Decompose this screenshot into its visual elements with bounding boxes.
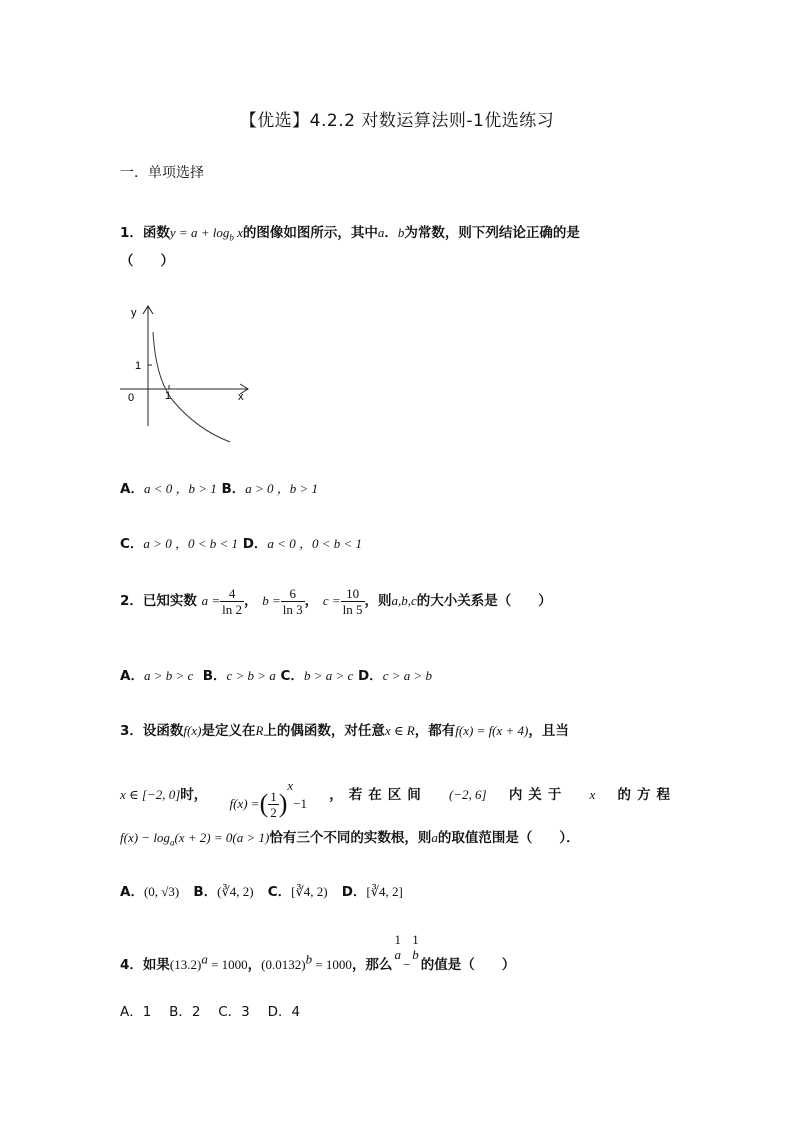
q3-period: f(x) = f(x + 4) bbox=[455, 723, 529, 738]
q3-x: x bbox=[589, 787, 596, 802]
question-3-line-2 bbox=[120, 768, 676, 822]
question-number: 4． bbox=[120, 957, 143, 973]
q1-var-a: a bbox=[377, 225, 385, 240]
q4-equation-1: $(13.2)^a = 1000$ bbox=[169, 951, 248, 972]
q4-options: A．1 B．2 C．3 D．4 bbox=[120, 1004, 301, 1020]
option-b-label: B． bbox=[221, 481, 246, 497]
question-3-line-1 bbox=[120, 719, 569, 739]
q3-minus-one: −1 bbox=[293, 796, 308, 811]
option-a-label: A． bbox=[120, 481, 144, 497]
option-d: c > a > b bbox=[382, 668, 433, 683]
q2-c-fraction: $\frac{10}{\ln 5}$ bbox=[342, 585, 363, 617]
q3-text: 恰有三个不同的实数根，则 bbox=[269, 830, 432, 846]
option-c-label: C． bbox=[120, 536, 144, 552]
option-b-label: B． bbox=[202, 668, 227, 684]
graph-x-tick-label: 1 bbox=[165, 390, 172, 402]
q2-a-fraction: $\frac{4}{\ln 2}$ bbox=[222, 585, 243, 617]
q3-text: 内关于 bbox=[508, 787, 568, 803]
option-d: a < 0 ，0 < b < 1 bbox=[267, 536, 362, 551]
q3-interval-when bbox=[120, 777, 207, 813]
q4-text: 如果 bbox=[142, 957, 170, 973]
question-3-line-3 bbox=[120, 826, 580, 848]
q3-text: 时， bbox=[180, 787, 208, 803]
graph-y-tick-label: 1 bbox=[135, 360, 142, 372]
q2-a-lhs: a = bbox=[201, 593, 221, 608]
q2-b-lhs: b = bbox=[262, 593, 281, 608]
q3-text: 是定义在 bbox=[201, 723, 256, 739]
q3-text: 设函数 bbox=[142, 723, 184, 739]
q2-vars: a,b,c bbox=[391, 593, 417, 608]
q3-half: $\frac{1}{2}$ bbox=[270, 788, 277, 820]
graph-y-label: y bbox=[131, 307, 137, 319]
q1-function: $y = a + \log_b x$ bbox=[169, 225, 243, 243]
minus: − bbox=[402, 957, 411, 972]
graph-x-label: x bbox=[238, 391, 244, 403]
question-number: 3． bbox=[120, 723, 143, 739]
q3-x-in-R: x ∈ R bbox=[384, 723, 415, 738]
option-b: (∛4, 2) bbox=[217, 884, 254, 899]
q3-exponent: x bbox=[287, 778, 294, 793]
option-c: a > 0 ，0 < b < 1 bbox=[143, 536, 238, 551]
question-number: 2． bbox=[120, 593, 143, 609]
q1-graph bbox=[118, 296, 258, 446]
q3-interval-2: (−2, 6] bbox=[448, 787, 487, 802]
q4-equation-2: $(0.0132)^b = 1000$ bbox=[261, 951, 352, 972]
option-a: a < 0 ，b > 1 bbox=[143, 481, 217, 496]
question-2-stem bbox=[120, 584, 552, 618]
option-b-label: B． bbox=[193, 884, 218, 900]
q4-text: 的值是（ ） bbox=[420, 957, 516, 973]
section-heading: 一．单项选择 bbox=[120, 165, 204, 181]
option-a-label: A． bbox=[120, 884, 144, 900]
q2-c-lhs: c = bbox=[322, 593, 341, 608]
graph-origin: 0 bbox=[128, 392, 135, 404]
option-a: (0, √3) bbox=[143, 884, 180, 899]
q3-a: a bbox=[431, 830, 438, 845]
q4-text: ，那么 bbox=[351, 957, 393, 973]
option-c-label: C． bbox=[280, 668, 304, 684]
comma: ， bbox=[244, 593, 258, 609]
q3-text: 上的偶函数，对任意 bbox=[263, 723, 385, 739]
option-c: [∛4, 2) bbox=[291, 884, 328, 899]
q3-text: 的方程 bbox=[617, 787, 676, 803]
q1-dot: ． bbox=[384, 225, 398, 241]
q1-var-b: b bbox=[397, 225, 405, 240]
q4-fraction-1: 1 a bbox=[394, 932, 401, 962]
q3-text: 的取值范围是（ ）． bbox=[437, 830, 580, 846]
q4-fraction-2: 1 b bbox=[412, 932, 419, 962]
q2-options bbox=[120, 664, 432, 684]
q2-b-fraction: $\frac{6}{\ln 3}$ bbox=[282, 585, 303, 617]
q1-options-cd bbox=[120, 532, 362, 552]
q3-text: ，若在区间 bbox=[329, 787, 427, 803]
question-1-paren: （ ） bbox=[120, 253, 174, 269]
comma: ， bbox=[304, 593, 319, 609]
q3-piecewise: f(x) =( $\frac{1}{2}$ )$^x$−1 bbox=[229, 778, 308, 820]
option-d: [∛4, 2] bbox=[366, 884, 403, 899]
option-a: a > b > c bbox=[143, 668, 194, 683]
q1-text: 的图像如图所示，其中 bbox=[242, 225, 378, 241]
question-number: 1． bbox=[120, 225, 143, 241]
q3-equation: $f(x) - \log_a(x + 2) = 0(a > 1)$ bbox=[120, 830, 270, 848]
q1-text: 函数 bbox=[142, 225, 170, 241]
q3-text: ，都有 bbox=[414, 723, 456, 739]
option-d-label: D． bbox=[357, 668, 383, 684]
q2-text: ，则 bbox=[364, 593, 392, 609]
comma: ， bbox=[247, 957, 262, 973]
q3-fx: f(x) bbox=[183, 723, 202, 738]
q1-text: 为常数，则下列结论正确的是 bbox=[404, 225, 580, 241]
option-d-label: D． bbox=[242, 536, 268, 552]
option-c-label: C． bbox=[267, 884, 292, 900]
q3-text: ，且当 bbox=[528, 723, 569, 739]
question-4-stem bbox=[120, 932, 515, 985]
q2-text: 的大小关系是（ ） bbox=[416, 593, 552, 609]
option-b: c > b > a bbox=[226, 668, 276, 683]
q3-R: R bbox=[255, 723, 264, 738]
option-d-label: D． bbox=[341, 884, 367, 900]
option-b: a > 0 ，b > 1 bbox=[245, 481, 319, 496]
q2-text: 已知实数 bbox=[142, 593, 197, 609]
q3-interval: x ∈ [−2, 0] bbox=[120, 787, 181, 802]
q3-options bbox=[120, 880, 403, 900]
page-title: 【优选】4.2.2 对数运算法则-1优选练习 bbox=[239, 111, 555, 131]
option-a-label: A． bbox=[120, 668, 144, 684]
q1-options-ab bbox=[120, 477, 318, 497]
option-c: b > a > c bbox=[303, 668, 354, 683]
q3-f-lhs: f(x) = bbox=[229, 796, 260, 811]
log-curve bbox=[153, 332, 230, 442]
question-1-stem bbox=[120, 221, 580, 243]
